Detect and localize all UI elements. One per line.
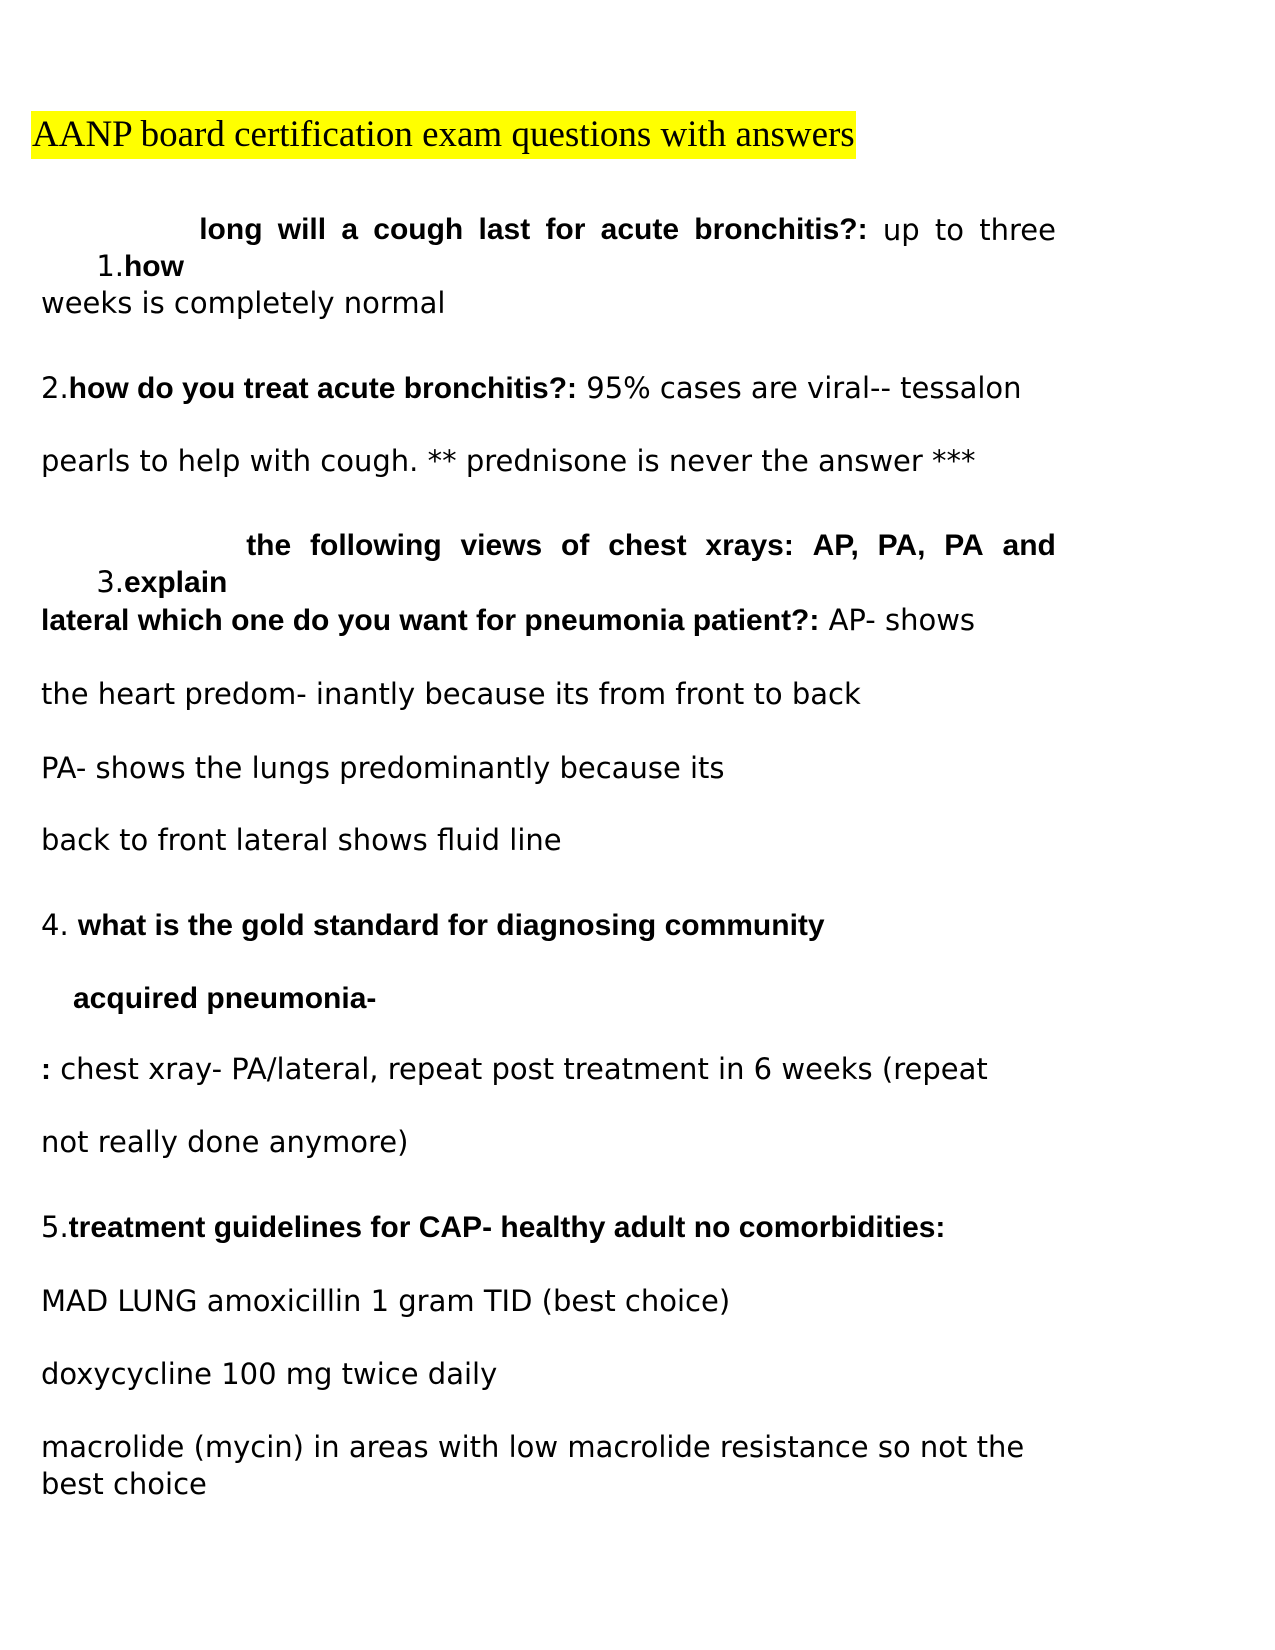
question-text: what is the gold standard for diagnosing community (77, 909, 825, 942)
question-word: PA (944, 529, 984, 562)
answer-word: up (882, 213, 920, 247)
question-word: views (460, 529, 543, 562)
answer-text: 95% cases are viral-- tessalon (577, 371, 1022, 405)
item-number: 4. (41, 908, 69, 942)
question-word: for (545, 213, 586, 246)
item-2-line-1 (41, 370, 1022, 407)
item-3-line-2 (41, 602, 975, 639)
answer-word: three (979, 213, 1056, 247)
item-3-answer-line-4: PA- shows the lungs predominantly because its (41, 751, 725, 785)
item-4-answer-line-2: not really done anymore) (41, 1125, 409, 1159)
question-word: PA, (877, 529, 926, 562)
question-word: explain (123, 566, 228, 599)
item-4-line-2 (73, 980, 376, 1017)
question-text: how do you treat acute bronchitis?: (68, 372, 578, 405)
answer-text: AP- shows (819, 603, 976, 637)
question-word: last (478, 213, 531, 246)
item-5-answer-line-1: MAD LUNG amoxicillin 1 gram TID (best choice) (41, 1284, 731, 1318)
item-5-line-1 (41, 1209, 945, 1246)
answer-text: chest xray- PA/lateral, repeat post treatment in 6 weeks (repeat (51, 1052, 988, 1086)
question-word: xrays: (705, 529, 794, 562)
item-5-answer-line-4: best choice (41, 1467, 207, 1501)
question-text: treatment guidelines for CAP- healthy adult no comorbidities: (68, 1211, 946, 1244)
question-word: bronchitis?: (694, 213, 868, 246)
question-colon: : (41, 1053, 51, 1086)
question-word: AP, (812, 529, 859, 562)
question-word: long (199, 213, 263, 246)
item-2-answer-line-2: pearls to help with cough. ** prednisone is never the answer *** (41, 444, 976, 478)
question-word: acute (600, 213, 680, 246)
document-title: AANP board certification exam questions with answers (31, 111, 856, 159)
answer-word: to (934, 213, 964, 247)
question-word: cough (373, 213, 464, 246)
item-number: 5. (41, 1210, 69, 1244)
item-number: 3. (96, 565, 124, 599)
item-4-line-3 (41, 1051, 988, 1088)
question-word: chest (608, 529, 687, 562)
question-word: will (277, 213, 327, 246)
question-text: lateral which one do you want for pneumonia patient?: (41, 604, 820, 637)
question-word: of (561, 529, 590, 562)
item-3-answer-line-5: back to front lateral shows fluid line (41, 823, 562, 857)
question-word: the (246, 529, 292, 562)
item-5-answer-line-3: macrolide (mycin) in areas with low macrolide resistance so not the (41, 1430, 1025, 1464)
item-5-answer-line-2: doxycycline 100 mg twice daily (41, 1357, 498, 1391)
question-word: a (341, 213, 359, 246)
question-word: and (1002, 529, 1056, 562)
item-3-answer-line-3: the heart predom- inantly because its from front to back (41, 677, 861, 711)
question-word: following (310, 529, 442, 562)
item-number: 2. (41, 371, 69, 405)
question-text: acquired pneumonia- (73, 982, 377, 1015)
question-word: how (123, 250, 184, 283)
item-1-answer-line-2: weeks is completely normal (41, 286, 446, 320)
item-4-line-1 (41, 907, 825, 944)
item-number: 1. (96, 249, 124, 283)
